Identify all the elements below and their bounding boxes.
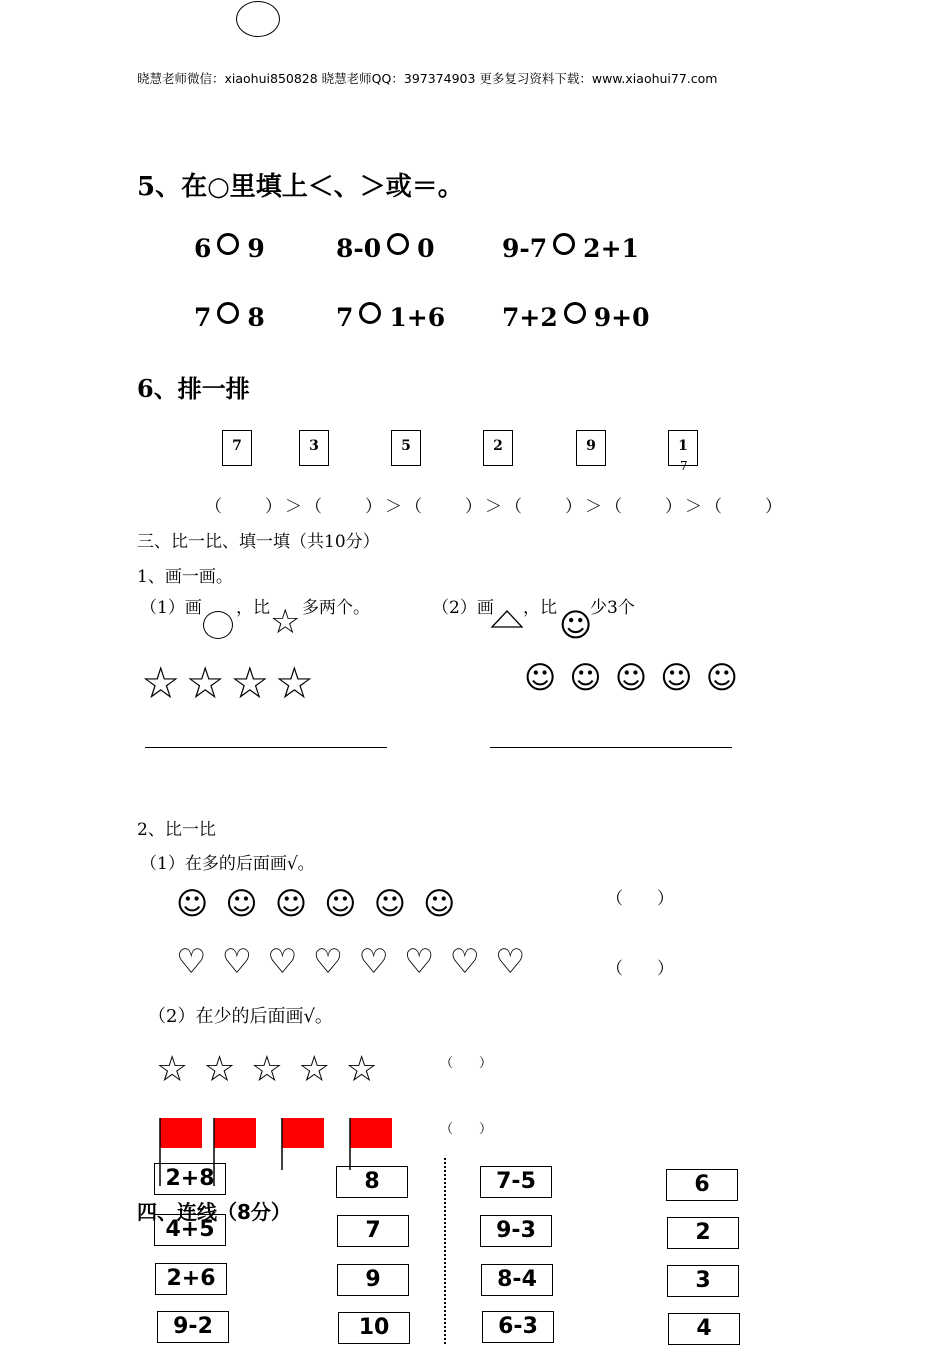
- compare-item: 6 9: [194, 234, 265, 263]
- answer-circle[interactable]: [553, 233, 575, 255]
- draw-q2-pre: （2）画: [432, 598, 494, 618]
- q6-title: 6、排一排: [137, 374, 250, 403]
- star-icon: ☆: [141, 658, 181, 709]
- check-blank[interactable]: （ ）: [606, 889, 674, 909]
- smiley-row: [524, 660, 743, 696]
- match-box[interactable]: 7: [337, 1215, 409, 1247]
- smiley-icon: ☺: [274, 886, 314, 922]
- heart-icon: ♡: [312, 942, 349, 982]
- answer-circle[interactable]: [387, 233, 409, 255]
- smiley-icon: ☺: [225, 886, 264, 922]
- check-blank[interactable]: （ ）: [440, 1122, 493, 1137]
- match-box[interactable]: 2+6: [155, 1263, 227, 1295]
- star-icon: ☆: [274, 658, 315, 709]
- match-box[interactable]: 10: [338, 1312, 410, 1344]
- compare-item: 7 8: [194, 303, 265, 332]
- number-card: 1: [668, 430, 698, 466]
- match-box[interactable]: 6-3: [482, 1311, 554, 1343]
- match-box[interactable]: 4: [668, 1313, 740, 1345]
- heart-icon: ♡: [267, 942, 303, 982]
- section3-title: 三、比一比、填一填（共10分）: [137, 532, 380, 552]
- draw-q2-post: 少3个: [590, 598, 635, 618]
- match-box[interactable]: 2+8: [154, 1163, 226, 1195]
- heart-icon: ♡: [221, 942, 258, 982]
- star-icon: ☆: [156, 1049, 194, 1090]
- number-card-overflow: 7: [680, 459, 688, 473]
- draw-q1-post: 多两个。: [302, 598, 370, 618]
- smiley-row: [176, 886, 462, 922]
- smiley-icon: ☺: [176, 886, 215, 922]
- smiley-icon: ☺: [569, 660, 606, 696]
- number-card: 3: [299, 430, 329, 466]
- star-row: [156, 1049, 383, 1090]
- heart-row: [176, 942, 531, 982]
- flag-icon: [348, 1116, 394, 1172]
- match-box[interactable]: 7-5: [480, 1166, 552, 1198]
- compare-q2: （2）在少的后面画√。: [148, 1006, 333, 1027]
- draw-q1-pre: （1）画: [140, 598, 202, 618]
- dotted-divider: [444, 1158, 446, 1344]
- q5-title: 5、在○里填上＜、＞或＝。: [137, 172, 464, 202]
- match-box[interactable]: 8: [336, 1166, 408, 1198]
- star-icon: ☆: [185, 658, 225, 709]
- check-blank[interactable]: （ ）: [440, 1056, 493, 1071]
- answer-circle[interactable]: [564, 302, 586, 324]
- star-icon: ☆: [230, 658, 270, 709]
- draw-q2-mid: ，比: [523, 598, 557, 618]
- match-box[interactable]: 9-3: [480, 1215, 552, 1247]
- compare-item: 9-7 2+1: [502, 234, 639, 263]
- smiley-icon: ☺: [423, 886, 462, 922]
- draw-answer-line[interactable]: [490, 747, 732, 748]
- number-card: 7: [222, 430, 252, 466]
- page-header: 晓慧老师微信：xiaohui850828 晓慧老师QQ：397374903 更多复习资料下载：www.xiaohui77.com: [137, 71, 718, 86]
- heart-icon: ♡: [449, 942, 485, 982]
- compare-item: 7 1+6: [336, 303, 446, 332]
- star-row: [141, 658, 315, 709]
- star-icon: ☆: [250, 1049, 289, 1090]
- header-oval: [236, 1, 280, 37]
- smiley-icon: ☺: [559, 606, 593, 644]
- compare-item: 7+2 9+0: [502, 303, 650, 332]
- match-box[interactable]: 4+5: [154, 1214, 226, 1246]
- match-box[interactable]: 9: [337, 1264, 409, 1296]
- draw-q1-mid: ，比: [236, 598, 270, 618]
- circle-icon: [203, 611, 233, 639]
- answer-circle[interactable]: [217, 233, 239, 255]
- flag-icon: [280, 1116, 326, 1172]
- match-box[interactable]: 3: [667, 1265, 739, 1297]
- answer-circle[interactable]: [217, 302, 239, 324]
- section4-title: 四、连线（8分）: [137, 1200, 291, 1224]
- smiley-icon: ☺: [614, 660, 652, 696]
- heart-icon: ♡: [176, 942, 212, 982]
- draw-title: 1、画一画。: [137, 567, 233, 587]
- star-icon: ☆: [270, 602, 301, 642]
- smiley-icon: ☺: [373, 886, 413, 922]
- star-icon: ☆: [345, 1049, 383, 1090]
- number-card: 9: [576, 430, 606, 466]
- smiley-icon: ☺: [705, 660, 743, 696]
- compare-q1: （1）在多的后面画√。: [140, 854, 315, 874]
- number-card: 2: [483, 430, 513, 466]
- match-box[interactable]: 2: [667, 1217, 739, 1249]
- answer-circle[interactable]: [359, 302, 381, 324]
- order-answer-line: （ ）＞（ ）＞（ ）＞（ ）＞（ ）＞（ ）: [205, 497, 785, 517]
- match-box[interactable]: 8-4: [481, 1264, 553, 1296]
- heart-icon: ♡: [358, 942, 394, 982]
- compare-title: 2、比一比: [137, 820, 216, 840]
- number-card: 5: [391, 430, 421, 466]
- heart-icon: ♡: [495, 942, 531, 982]
- smiley-icon: ☺: [524, 660, 561, 696]
- star-icon: ☆: [203, 1049, 241, 1090]
- match-box[interactable]: 6: [666, 1169, 738, 1201]
- star-icon: ☆: [298, 1049, 336, 1090]
- triangle-icon: [490, 609, 524, 629]
- heart-icon: ♡: [403, 942, 440, 982]
- smiley-icon: ☺: [324, 886, 363, 922]
- compare-item: 8-0 0: [336, 234, 435, 263]
- check-blank[interactable]: （ ）: [606, 959, 674, 979]
- draw-answer-line[interactable]: [145, 747, 387, 748]
- match-box[interactable]: 9-2: [157, 1311, 229, 1343]
- smiley-icon: ☺: [660, 660, 697, 696]
